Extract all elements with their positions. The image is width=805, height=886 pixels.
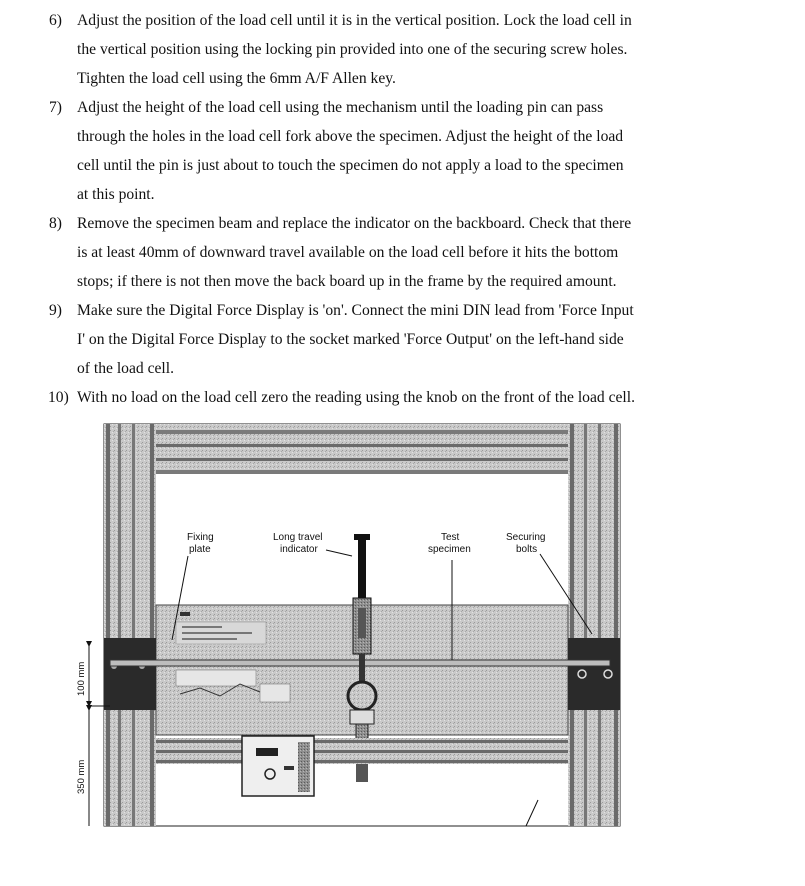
step-number: 6): [49, 12, 62, 29]
step-8: [0, 209, 805, 296]
label-long-travel-indicator: indicator: [280, 544, 318, 555]
label-test-specimen: Test: [441, 532, 460, 543]
step-9: [0, 296, 805, 383]
step-line: Adjust the position of the load cell until it is in the vertical position. Lock the load cell in: [77, 12, 632, 29]
step-10: [0, 383, 805, 412]
step-7: [0, 93, 805, 209]
step-number: 10): [48, 389, 69, 406]
step-6: [0, 6, 805, 93]
step-line: Make sure the Digital Force Display is 'on'. Connect the mini DIN lead from 'Force Input: [77, 302, 634, 319]
step-line: through the holes in the load cell fork above the specimen. Adjust the height of the load: [77, 128, 624, 145]
step-number: 8): [49, 215, 62, 232]
label-long-travel-indicator: Long travel: [273, 532, 323, 543]
label-fixing-plate: plate: [189, 544, 211, 555]
right-column: [568, 424, 620, 826]
step-line: With no load on the load cell zero the reading using the knob on the front of the load cell.: [77, 389, 635, 406]
step-line: is at least 40mm of downward travel available on the load cell before it hits the bottom: [77, 244, 619, 261]
dimension-100mm: 100 mm: [76, 661, 87, 696]
step-line: the vertical position using the locking pin provided into one of the securing screw holes.: [77, 41, 628, 58]
dimension-350mm: 350 mm: [76, 759, 87, 794]
left-fixing-plate: [104, 638, 156, 710]
step-line: Tighten the load cell using the 6mm A/F Allen key.: [77, 70, 396, 87]
left-column: [104, 424, 156, 826]
label-test-specimen: specimen: [428, 544, 471, 555]
step-number: 9): [49, 302, 62, 319]
label-securing-bolts: bolts: [516, 544, 538, 555]
step-line: of the load cell.: [77, 360, 174, 377]
lower-beam: [156, 738, 568, 764]
step-line: at this point.: [77, 186, 155, 203]
label-securing-bolts: Securing: [506, 532, 546, 543]
step-line: cell until the pin is just about to touch the specimen do not apply a load to the specimen: [77, 157, 624, 174]
instruction-steps: [0, 6, 805, 412]
apparatus-figure: [70, 422, 630, 828]
step-line: Remove the specimen beam and replace the indicator on the backboard. Check that there: [77, 215, 632, 232]
top-beam: [104, 424, 620, 474]
step-line: I' on the Digital Force Display to the socket marked 'Force Output' on the left-hand side: [77, 331, 624, 348]
step-line: Adjust the height of the load cell using the mechanism until the loading pin can pass: [77, 99, 604, 116]
label-fixing-plate: Fixing: [187, 532, 214, 543]
digital-force-display: [242, 736, 314, 796]
step-line: stops; if there is not then move the back board up in the frame by the required amount.: [77, 273, 617, 290]
step-number: 7): [49, 99, 62, 116]
